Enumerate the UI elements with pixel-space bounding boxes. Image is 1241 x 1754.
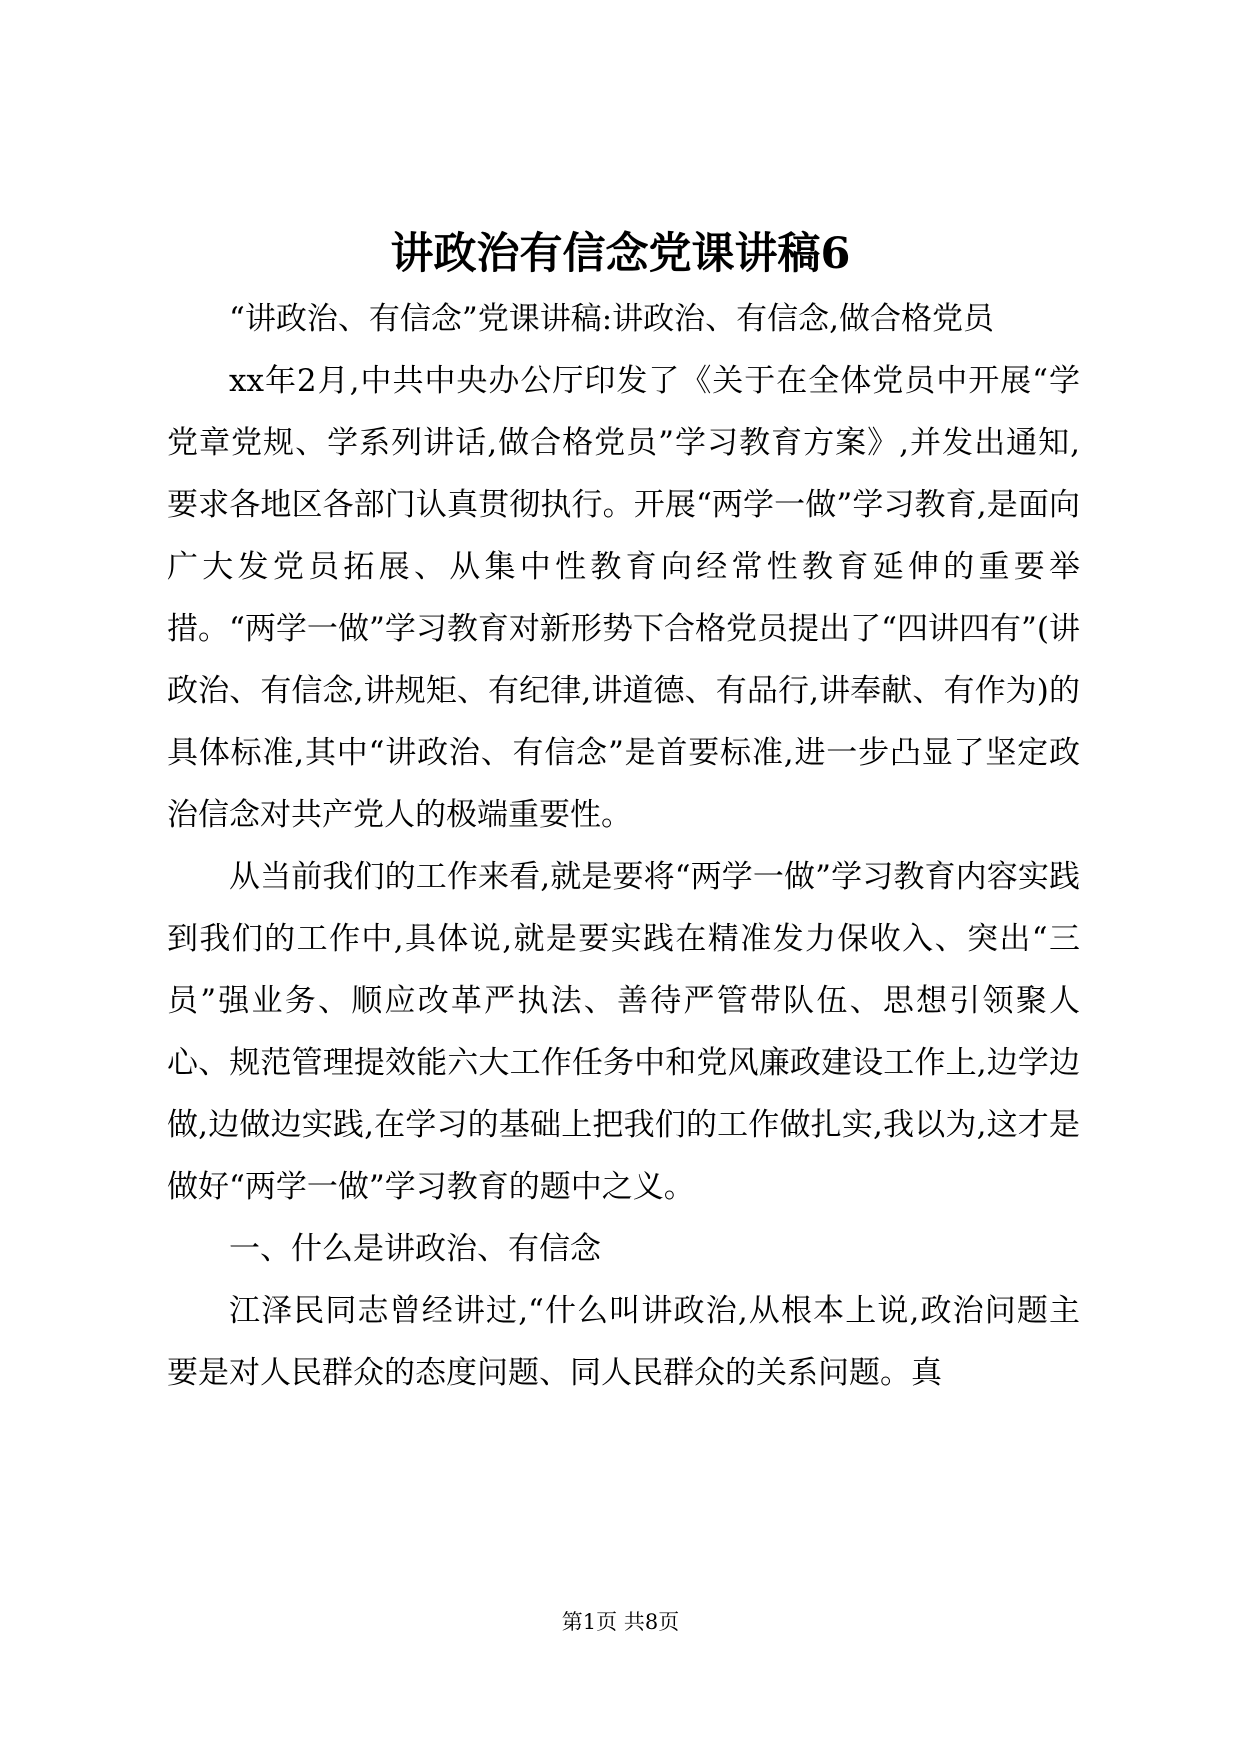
page-footer xyxy=(0,1608,1241,1636)
paragraph: 江泽民同志曾经讲过,“什么叫讲政治,从根本上说,政治问题主要是对人民群众的态度问题、同人民群众的关系问题。真 xyxy=(167,1293,1080,1391)
document-title: 讲政治有信念党课讲稿6 xyxy=(390,229,851,279)
paragraph-subtitle: “讲政治、有信念”党课讲稿:讲政治、有信念,做合格党员 xyxy=(229,301,994,337)
document-body xyxy=(167,288,1080,1404)
paragraph: xx年2月,中共中央办公厅印发了《关于在全体党员中开展“学党章党规、学系列讲话,做合格党员”学习教育方案》,并发出通知,要求各地区各部门认真贯彻执行。开展“两学一做”学习教育,是面向广大发党员拓展、从集中性教育向经常性教育延伸的重要举措。“两学一做”学习教育对新形势下合格党员提出了“四讲四有”(讲政治、有信念,讲规矩、有纪律,讲道德、有品行,讲奉献、有作为)的具体标准,其中“讲政治、有信念”是首要标准,进一步凸显了坚定政治信念对共产党人的极端重要性。 xyxy=(167,363,1080,833)
paragraph: 从当前我们的工作来看,就是要将“两学一做”学习教育内容实践到我们的工作中,具体说,就是要实践在精准发力保收入、突出“三员”强业务、顺应改革严执法、善待严管带队伍、思想引领聚人心、规范管理提效能六大工作任务中和党风廉政建设工作上,边学边做,边做边实践,在学习的基础上把我们的工作做扎实,我以为,这才是做好“两学一做”学习教育的题中之义。 xyxy=(167,859,1080,1205)
page-number: 第1页 共8页 xyxy=(561,1610,680,1634)
section-heading: 一、什么是讲政治、有信念 xyxy=(229,1231,601,1267)
